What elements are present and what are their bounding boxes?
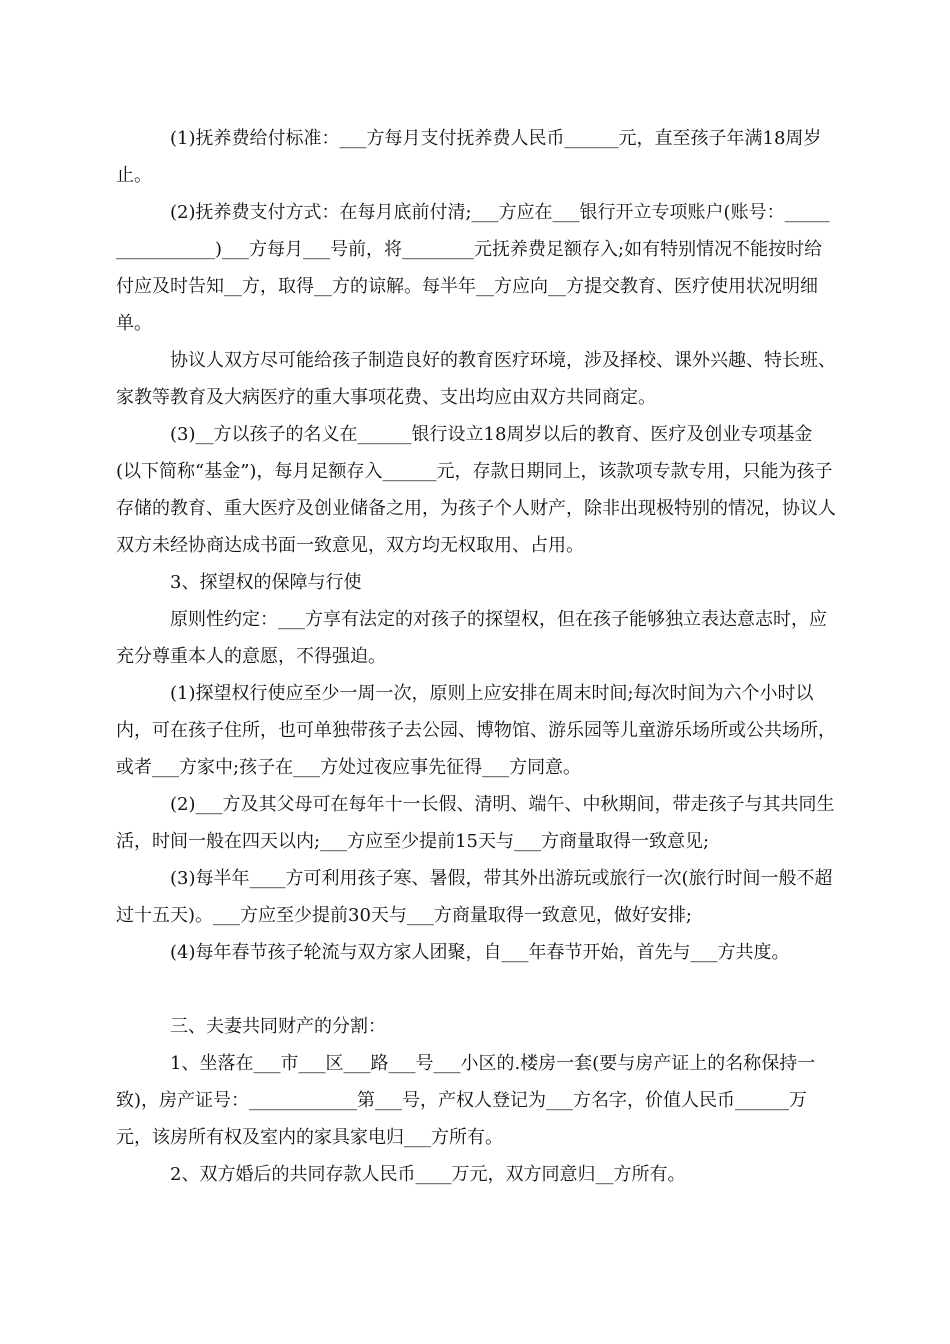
- paragraph-savings: 2、双方婚后的共同存款人民币____万元，双方同意归__方所有。: [170, 1164, 686, 1185]
- document-body: [116, 120, 836, 1193]
- blank-line: [116, 971, 836, 1008]
- paragraph-visitation-vacations: (3)每半年____方可利用孩子寒、暑假，带其外出游玩或旅行一次(旅行时间一般不超过十五天)。___方应至少提前30天与___方商量取得一致意见，做好安排;: [116, 868, 833, 926]
- paragraph-education-medical: 协议人双方尽可能给孩子制造良好的教育医疗环境，涉及择校、课外兴趣、特长班、家教等教育及大病医疗的重大事项花费、支出均应由双方共同商定。: [116, 350, 836, 408]
- paragraph-spring-festival: (4)每年春节孩子轮流与双方家人团聚，自___年春节开始，首先与___方共度。: [170, 942, 790, 963]
- paragraph-payment-method: (2)抚养费支付方式：在每月底前付清;___方应在___银行开立专项账户(账号：________________)___方每月___号前，将________元抚养费足额存入;如有特别情况不能按时给付应及时告知__方，取得__方的谅解。每半年__方应向__方提交教育、医疗使用状况明细单。: [116, 202, 830, 334]
- paragraph-special-fund: (3)__方以孩子的名义在______银行设立18周岁以后的教育、医疗及创业专项基金(以下简称“基金”)，每月足额存入______元，存款日期同上，该款项专款专用，只能为孩子存储的教育、重大医疗及创业储备之用，为孩子个人财产，除非出现极特别的情况，协议人双方未经协商达成书面一致意见，双方均无权取用、占用。: [116, 424, 836, 556]
- paragraph-visitation-holidays: (2)___方及其父母可在每年十一长假、清明、端午、中秋期间，带走孩子与其共同生活，时间一般在四天以内;___方应至少提前15天与___方商量取得一致意见;: [116, 794, 835, 852]
- section-heading-property: 三、夫妻共同财产的分割：: [170, 1016, 386, 1037]
- paragraph-visitation-weekly: (1)探望权行使应至少一周一次，原则上应安排在周末时间;每次时间为六个小时以内，可在孩子住所，也可单独带孩子去公园、博物馆、游乐园等儿童游乐场所或公共场所，或者___方家中;孩子在___方处过夜应事先征得___方同意。: [116, 683, 836, 778]
- paragraph-visitation-principle: 原则性约定：___方享有法定的对孩子的探望权，但在孩子能够独立表达意志时，应充分尊重本人的意愿，不得强迫。: [116, 609, 827, 667]
- section-heading-visitation: 3、探望权的保障与行使: [170, 572, 362, 593]
- paragraph-house-property: 1、坐落在___市___区___路___号___小区的.楼房一套(要与房产证上的名称保持一致)，房产证号：____________第___号，产权人登记为___方名字，价值人民币______万元，该房所有权及室内的家具家电归___方所有。: [116, 1053, 816, 1148]
- paragraph-support-standard: (1)抚养费给付标准：___方每月支付抚养费人民币______元，直至孩子年满18周岁止。: [116, 128, 822, 186]
